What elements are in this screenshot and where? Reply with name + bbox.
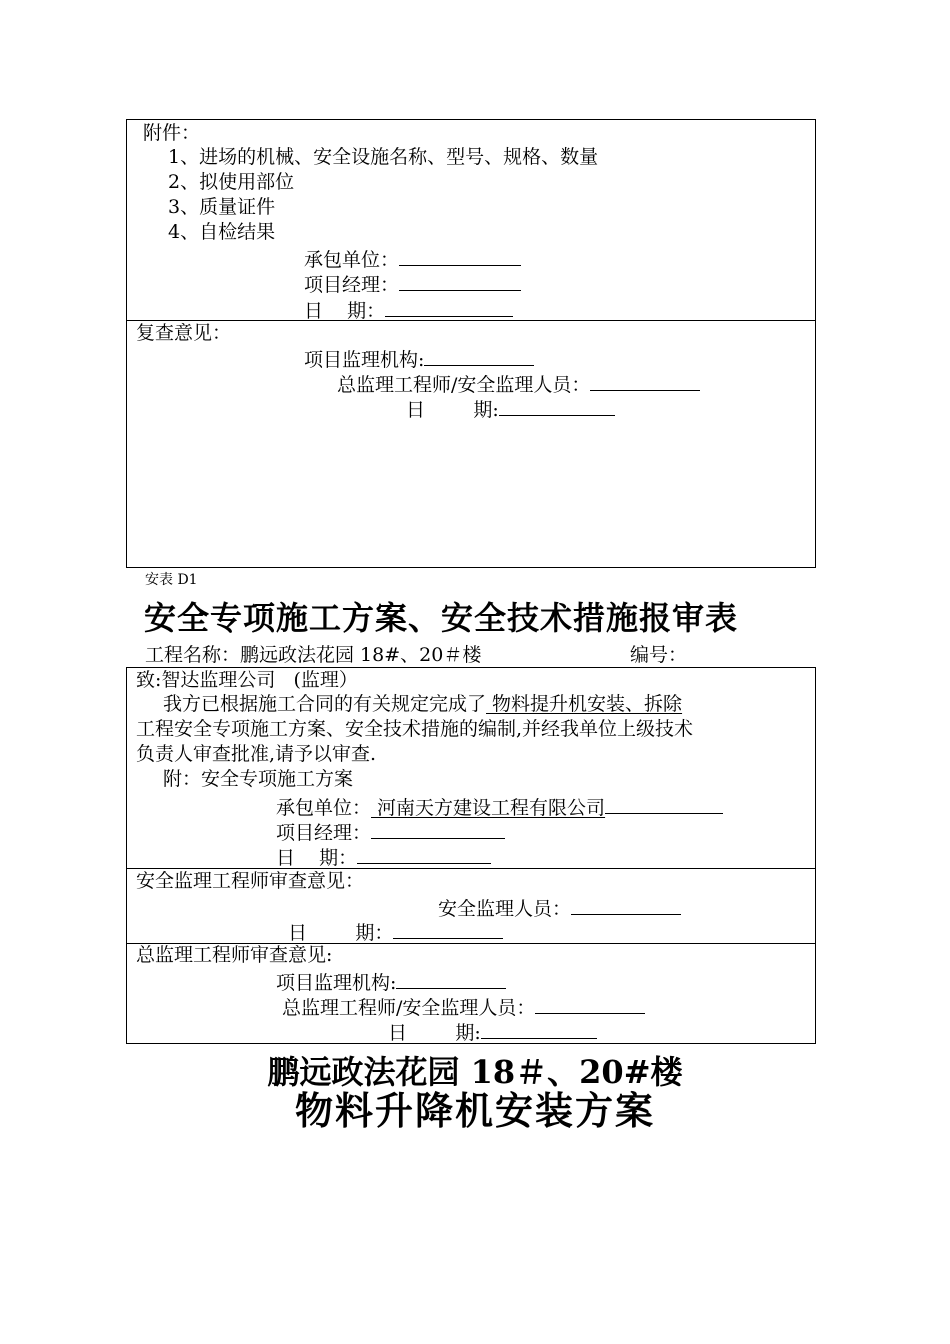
safety-opinion-label: 安全监理工程师审查意见： [136,870,365,892]
lower-date-blank[interactable] [357,846,491,864]
lower-contractor-value: 河南天方建设工程有限公司 [371,797,606,819]
chief-opinion-label: 总监理工程师审查意见: [136,944,333,966]
review-opinion-label: 复查意见： [136,322,232,344]
lower-date-label: 日 期： [276,847,358,869]
lower-supervision-org-label: 项目监理机构: [276,972,397,994]
body-line-1 [163,695,682,714]
lower-chief-date-field [388,1021,597,1043]
safety-date-blank[interactable] [393,921,503,939]
chief-engineer-field [337,373,700,395]
chief-engineer-blank[interactable] [590,373,700,391]
lower-chief-field [282,996,645,1018]
date-field [304,299,513,321]
attachment-item: 4、自检结果 [168,221,276,243]
project-manager-blank[interactable] [399,273,521,291]
doc-title-line-1: 鹏远政法花园 18＃、20#楼 [267,1053,683,1091]
date-blank[interactable] [385,299,513,317]
project-name-row [145,646,481,665]
addressee-line: 致:智达监理公司 (监理） [136,669,358,691]
supervision-org-label: 项目监理机构: [304,349,425,371]
review-date-label: 日 期: [406,399,499,421]
lower-pm-label: 项目经理： [276,822,372,844]
attachment-note: 附：安全专项施工方案 [163,768,354,790]
lower-date-field [276,846,491,868]
contractor-blank[interactable] [399,248,521,266]
lower-chief-blank[interactable] [535,996,645,1014]
chief-engineer-label: 总监理工程师/安全监理人员： [337,374,591,396]
review-date-blank[interactable] [499,398,615,416]
supervision-org-field [304,348,534,370]
project-name-label: 工程名称： [145,644,241,666]
lower-chief-date-label: 日 期: [388,1022,481,1044]
lower-chief-date-blank[interactable] [481,1021,597,1039]
lower-pm-field [276,821,505,843]
review-date-field [406,398,615,420]
safety-date-label: 日 期： [288,922,394,944]
attachment-item: 2、拟使用部位 [168,171,295,193]
attachment-label: 附件： [143,122,201,144]
body-line-2: 工程安全专项施工方案、安全技术措施的编制,并经我单位上级技术 [136,718,694,740]
lower-form-divider-1 [126,868,816,869]
project-name-value: 鹏远政法花园 18#、20＃楼 [240,644,482,666]
scheme-name: 物料提升机安装、拆除 [486,693,683,715]
lower-chief-label: 总监理工程师/安全监理人员： [282,997,536,1019]
form-title: 安全专项施工方案、安全技术措施报审表 [144,599,739,637]
lower-supervision-org-blank[interactable] [396,971,506,989]
number-label: 编号： [630,644,688,666]
contractor-field [304,248,521,270]
date-label: 日 期： [304,300,386,322]
contractor-label: 承包单位： [304,249,400,271]
attachment-item: 3、质量证件 [168,196,276,218]
body-line-3: 负责人审查批准,请予以审查. [136,743,377,765]
lower-contractor-label: 承包单位： [276,797,372,819]
safety-date-field [288,921,503,943]
lower-pm-blank[interactable] [371,821,505,839]
safety-person-label: 安全监理人员： [438,898,572,920]
project-manager-field [304,273,521,295]
form-code: 安表 D1 [145,572,198,588]
supervision-org-blank[interactable] [424,348,534,366]
safety-person-blank[interactable] [571,897,681,915]
lower-contractor-field [276,796,723,818]
body-prefix: 我方已根据施工合同的有关规定完成了 [163,693,487,715]
attachment-item: 1、进场的机械、安全设施名称、型号、规格、数量 [168,146,599,168]
lower-contractor-blank[interactable] [605,796,723,814]
doc-title-line-2: 物料升降机安装方案 [294,1088,655,1133]
safety-person-field [438,897,681,919]
project-manager-label: 项目经理： [304,274,400,296]
lower-supervision-org-field [276,971,506,993]
